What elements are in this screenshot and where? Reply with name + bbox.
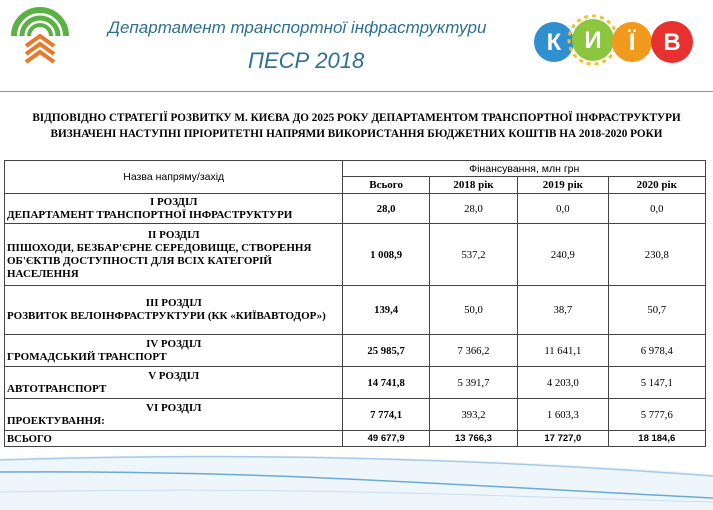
section-label: V РОЗДІЛ (148, 369, 200, 382)
cell-2020: 50,7 (608, 286, 705, 335)
row-name (5, 224, 343, 286)
section-title: РОЗВИТОК ВЕЛОІНФРАСТРУКТУРИ (КК «КИЇВАВТОДОР») (7, 310, 326, 322)
cell-total: 14 741,8 (343, 367, 429, 399)
section-label: ІІ РОЗДІЛ (147, 228, 200, 241)
table-row (5, 194, 706, 224)
col-header-name: Назва напряму/захід (5, 161, 343, 194)
cell-2020: 0,0 (608, 194, 705, 224)
cell-2019: 240,9 (518, 224, 608, 286)
row-name (5, 286, 343, 335)
slide-heading (2, 110, 711, 142)
section-title: ПІШОХОДИ, БЕЗБАР'ЄРНЕ СЕРЕДОВИЩЕ, СТВОРЕННЯ ОБ'ЄКТІВ ДОСТУПНОСТІ ДЛЯ ВСІХ КАТЕГОРІЙ НАСЕЛЕННЯ (7, 241, 312, 280)
cell-total: 7 774,1 (343, 399, 429, 431)
department-logo-icon (8, 6, 72, 64)
cell-2018: 393,2 (429, 399, 517, 431)
row-name (5, 367, 343, 399)
cell-2020: 5 777,6 (608, 399, 705, 431)
header-divider (0, 91, 713, 92)
table-row (5, 367, 706, 399)
section-title: ПРОЕКТУВАННЯ: (7, 414, 105, 427)
svg-text:Ї: Ї (628, 29, 636, 56)
cell-2018: 537,2 (429, 224, 517, 286)
svg-text:В: В (663, 29, 681, 56)
row-name (5, 194, 343, 224)
table-row (5, 399, 706, 431)
heading-line-2: ВИЗНАЧЕНІ НАСТУПНІ ПРІОРИТЕТНІ НАПРЯМИ ВИКОРИСТАННЯ БЮДЖЕТНИХ КОШТІВ НА 2018-2020 РОКИ (50, 128, 663, 140)
total-cell-2018: 13 766,3 (429, 431, 517, 447)
total-cell-total: 49 677,9 (343, 431, 429, 447)
cell-2018: 50,0 (429, 286, 517, 335)
table-row (5, 335, 706, 367)
row-name (5, 399, 343, 431)
cell-2019: 38,7 (518, 286, 608, 335)
table-row (5, 224, 706, 286)
cell-2020: 5 147,1 (608, 367, 705, 399)
cell-2019: 4 203,0 (518, 367, 608, 399)
table-row (5, 286, 706, 335)
section-label: ІІІ РОЗДІЛ (145, 297, 202, 309)
footer-decoration (0, 452, 713, 510)
cell-2020: 6 978,4 (608, 335, 705, 367)
heading-line-1: ВІДПОВІДНО СТРАТЕГІЇ РОЗВИТКУ М. КИЄВА ДО 2025 РОКУ ДЕПАРТАМЕНТОМ ТРАНСПОРТНОЇ ІНФРАСТРУКТУРИ (32, 112, 681, 124)
budget-table (4, 160, 706, 447)
cell-total: 28,0 (343, 194, 429, 224)
section-label: І РОЗДІЛ (150, 195, 198, 208)
department-name: Департамент транспортної інфраструктури (108, 18, 487, 37)
cell-total: 1 008,9 (343, 224, 429, 286)
cell-total: 25 985,7 (343, 335, 429, 367)
col-header-2019: 2019 рік (518, 177, 608, 194)
cell-2018: 7 366,2 (429, 335, 517, 367)
col-header-2020: 2020 рік (608, 177, 705, 194)
total-label: ВСЬОГО (5, 431, 343, 447)
col-header-total: Всього (343, 177, 429, 194)
cell-2018: 28,0 (429, 194, 517, 224)
table-total-row (5, 431, 706, 447)
svg-text:К: К (546, 29, 562, 56)
section-title: ГРОМАДСЬКИЙ ТРАНСПОРТ (7, 350, 167, 363)
section-title: АВТОТРАНСПОРТ (7, 382, 107, 395)
cell-2019: 11 641,1 (518, 335, 608, 367)
cell-2019: 0,0 (518, 194, 608, 224)
section-title: ДЕПАРТАМЕНТ ТРАНСПОРТНОЇ ІНФРАСТРУКТУРИ (7, 208, 293, 221)
cell-2020: 230,8 (608, 224, 705, 286)
slide-subtitle: ПЕСР 2018 (248, 48, 365, 73)
slide-header (0, 0, 713, 90)
col-header-financing: Фінансування, млн грн (343, 161, 706, 177)
cell-2019: 1 603,3 (518, 399, 608, 431)
section-label: IV РОЗДІЛ (146, 337, 202, 350)
cell-total: 139,4 (343, 286, 429, 335)
row-name (5, 335, 343, 367)
svg-text:И: И (584, 27, 602, 54)
col-header-2018: 2018 рік (429, 177, 517, 194)
section-label: VI РОЗДІЛ (146, 401, 202, 414)
total-cell-2020: 18 184,6 (608, 431, 705, 447)
cell-2018: 5 391,7 (429, 367, 517, 399)
total-cell-2019: 17 727,0 (518, 431, 608, 447)
kyiv-city-logo (532, 12, 708, 68)
